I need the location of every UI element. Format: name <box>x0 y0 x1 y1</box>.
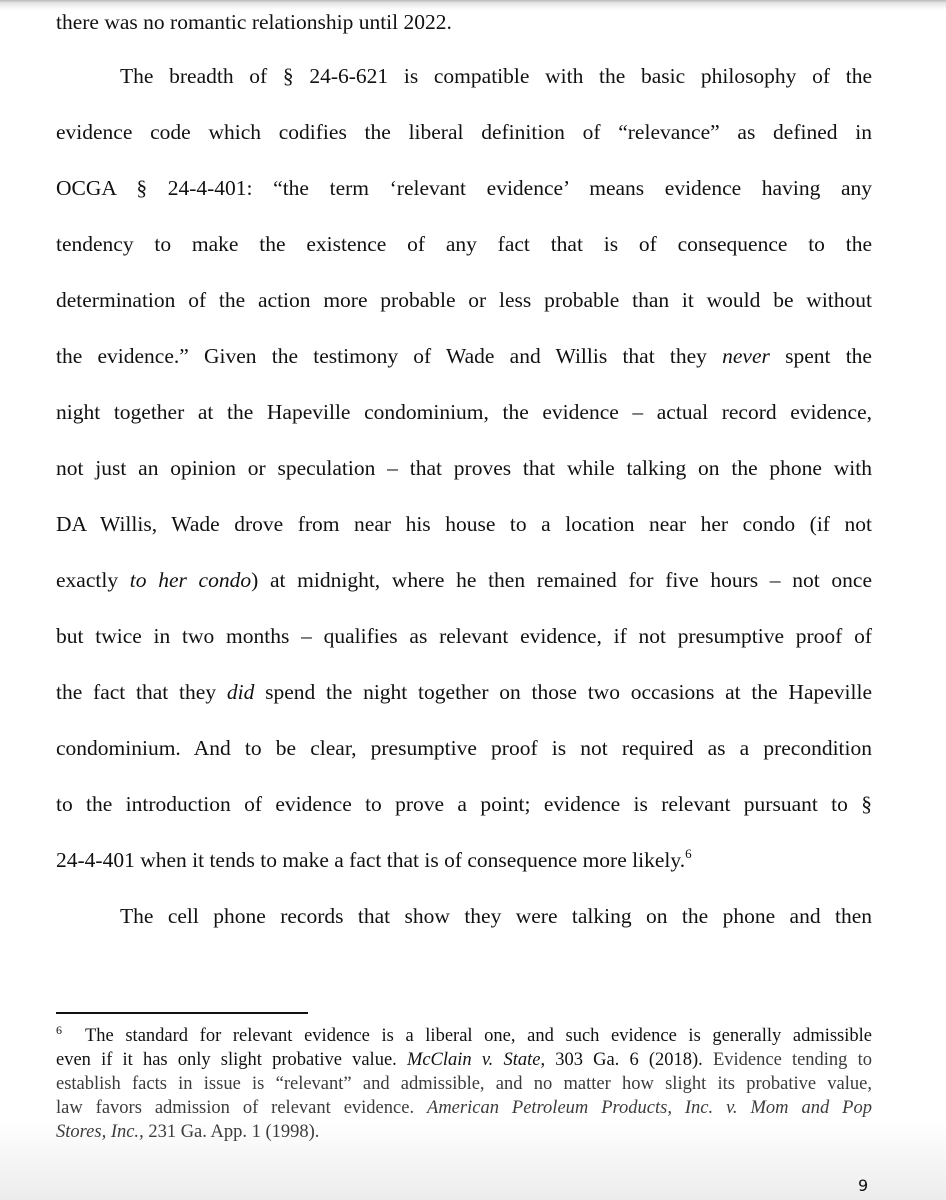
body-line: OCGA § 24-4-401: “the term ‘relevant evidence’ means evidence having any <box>56 176 872 200</box>
text-run: , 231 Ga. App. 1 (1998). <box>139 1122 320 1142</box>
text-run: exactly <box>56 568 130 592</box>
text-run: law favors admission of relevant evidence. <box>56 1098 428 1118</box>
text-run: 24-4-401 when it tends to make a fact that is of consequence more likely. <box>56 848 686 872</box>
body-line: night together at the Hapeville condominium, the evidence – actual record evidence, <box>56 400 872 424</box>
text-run: the fact that they <box>56 680 227 704</box>
body-line: not just an opinion or speculation – that proves that while talking on the phone with <box>56 456 872 480</box>
body-line: to the introduction of evidence to prove a point; evidence is relevant pursuant to § <box>56 792 872 816</box>
body-line: evidence code which codifies the liberal definition of “relevance” as defined in <box>56 120 872 144</box>
paragraph-start-line: The cell phone records that show they were talking on the phone and then <box>120 904 872 928</box>
footnote-line <box>56 1048 872 1072</box>
footnote-line: establish facts in issue is “relevant” and admissible, and no matter how slight its probative value, <box>56 1074 872 1094</box>
footnote-separator <box>56 1012 308 1014</box>
text-run: ) at midnight, where he then remained for five hours – not once <box>251 568 872 592</box>
text-run: the evidence.” Given the testimony of Wade and Willis that they <box>56 344 723 368</box>
body-line <box>56 568 872 592</box>
case-citation: Stores, Inc. <box>56 1122 140 1142</box>
text-run: , 303 Ga. 6 (2018). <box>540 1050 713 1070</box>
text-run: spent the <box>769 344 872 368</box>
emphasis-to-her-condo: to her condo <box>129 568 252 592</box>
emphasis-did: did <box>226 680 255 704</box>
footnote-line <box>56 1120 872 1144</box>
text-run: The standard for relevant evidence is a liberal one, and such evidence is generally admissible <box>84 1026 872 1046</box>
page-number: 9 <box>858 1176 869 1195</box>
case-citation: American Petroleum Products, Inc. v. Mom and Pop <box>427 1098 872 1118</box>
body-line: condominium. And to be clear, presumptive proof is not required as a precondition <box>56 736 872 760</box>
footnote-number: 6 <box>56 1023 62 1037</box>
case-citation: McClain v. State <box>406 1050 541 1070</box>
footnote-line <box>56 1024 872 1048</box>
body-line: tendency to make the existence of any fact that is of consequence to the <box>56 232 872 256</box>
body-line <box>56 848 872 872</box>
body-line: DA Willis, Wade drove from near his house to a location near her condo (if not <box>56 512 872 536</box>
footnote-line <box>56 1096 872 1120</box>
emphasis-never: never <box>722 344 770 368</box>
body-line <box>56 344 872 368</box>
paragraph-start-line: The breadth of § 24-6-621 is compatible with the basic philosophy of the <box>120 64 872 88</box>
body-line: but twice in two months – qualifies as relevant evidence, if not presumptive proof of <box>56 624 872 648</box>
body-line <box>56 680 872 704</box>
text-run: Evidence tending to <box>712 1050 872 1070</box>
body-line: determination of the action more probable or less probable than it would be without <box>56 288 872 312</box>
body-line: there was no romantic relationship until 2022. <box>56 10 452 34</box>
footnote-reference[interactable]: 6 <box>685 846 692 861</box>
text-run: spend the night together on those two occasions at the Hapeville <box>254 680 872 704</box>
viewer-top-shadow <box>0 0 946 10</box>
text-run: even if it has only slight probative value. <box>56 1050 407 1070</box>
